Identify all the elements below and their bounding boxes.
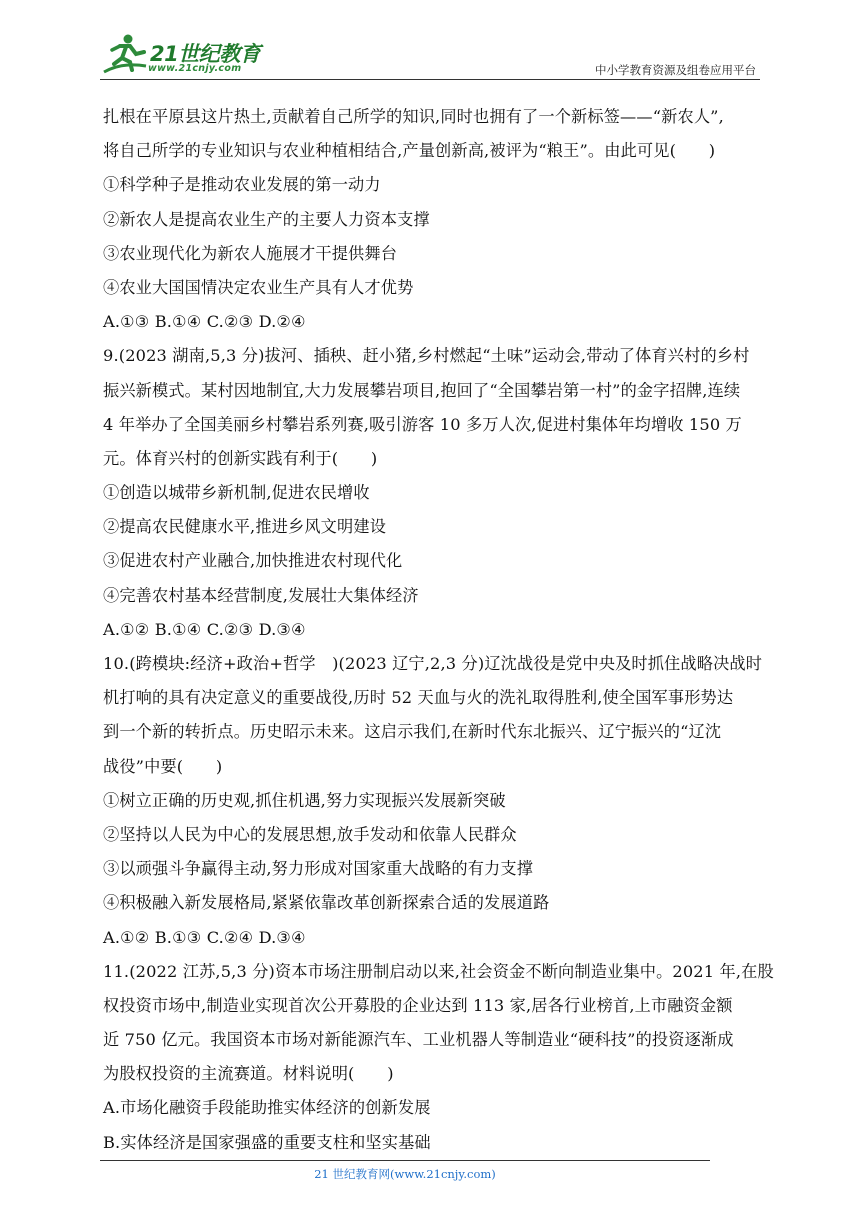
option-line: ②新农人是提高农业生产的主要人力资本支撑 xyxy=(103,209,430,229)
text-line: 为股权投资的主流赛道。材料说明( ) xyxy=(103,1064,394,1084)
platform-name: 中小学教育资源及组卷应用平台 xyxy=(595,63,756,77)
option-line: ①树立正确的历史观,抓住机遇,努力实现振兴发展新突破 xyxy=(103,790,506,810)
option-line: A.市场化融资手段能助推实体经济的创新发展 xyxy=(103,1098,431,1118)
text-line: 机打响的具有决定意义的重要战役,历时 52 天血与火的洗礼取得胜利,使全国军事形势达 xyxy=(103,688,734,708)
header-divider xyxy=(100,79,760,80)
option-line: B.实体经济是国家强盛的重要支柱和坚实基础 xyxy=(103,1132,431,1152)
text-line: 将自己所学的专业知识与农业种植相结合,产量创新高,被评为“粮王”。由此可见( ) xyxy=(103,141,716,161)
option-line: ①创造以城带乡新机制,促进农民增收 xyxy=(103,483,370,503)
document-body xyxy=(103,100,774,1160)
option-line: ④完善农村基本经营制度,发展壮大集体经济 xyxy=(103,585,419,605)
option-line: ③以顽强斗争赢得主动,努力形成对国家重大战略的有力支撑 xyxy=(103,859,534,879)
logo-text: 21世纪教育 xyxy=(150,42,261,66)
option-line: ①科学种子是推动农业发展的第一动力 xyxy=(103,175,381,195)
page-header xyxy=(100,30,760,80)
option-line: ②提高农民健康水平,推进乡风文明建设 xyxy=(103,517,387,537)
site-logo xyxy=(100,30,270,80)
option-line: ④农业大国国情决定农业生产具有人才优势 xyxy=(103,277,414,297)
footer-divider xyxy=(100,1160,710,1161)
answer-choices: A.①② B.①③ C.②④ D.③④ xyxy=(103,927,306,947)
text-line: 振兴新模式。某村因地制宜,大力发展攀岩项目,抱回了“全国攀岩第一村”的金字招牌,连续 xyxy=(103,380,741,400)
logo-url: www.21cnjy.com xyxy=(148,63,242,74)
text-line: 扎根在平原县这片热土,贡献着自己所学的知识,同时也拥有了一个新标签——“新农人”, xyxy=(103,107,724,126)
question-11: 11.(2022 江苏,5,3 分)资本市场注册制启动以来,社会资金不断向制造业集中。2021 年,在股 xyxy=(103,961,774,981)
option-line: ③农业现代化为新农人施展才干提供舞台 xyxy=(103,243,398,263)
answer-choices: A.①③ B.①④ C.②③ D.②④ xyxy=(103,312,306,332)
page-footer: 21 世纪教育网(www.21cnjy.com) xyxy=(314,1167,496,1181)
question-10: 10.(跨模块:经济+政治+哲学 )(2023 辽宁,2,3 分)辽沈战役是党中央及时抓住战略决战时 xyxy=(103,654,763,673)
text-line: 战役”中要( ) xyxy=(103,756,223,776)
runner-logo-icon xyxy=(100,32,152,78)
option-line: ④积极融入新发展格局,紧紧依靠改革创新探索合适的发展道路 xyxy=(103,893,550,913)
option-line: ②坚持以人民为中心的发展思想,放手发动和依靠人民群众 xyxy=(103,824,517,844)
answer-choices: A.①② B.①④ C.②③ D.③④ xyxy=(103,619,306,639)
text-line: 4 年举办了全国美丽乡村攀岩系列赛,吸引游客 10 多万人次,促进村集体年均增收 150 万 xyxy=(103,414,742,434)
option-line: ③促进农村产业融合,加快推进农村现代化 xyxy=(103,551,403,571)
text-line: 权投资市场中,制造业实现首次公开募股的企业达到 113 家,居各行业榜首,上市融资金额 xyxy=(103,995,733,1015)
text-line: 近 750 亿元。我国资本市场对新能源汽车、工业机器人等制造业“硬科技”的投资逐渐成 xyxy=(103,1030,734,1050)
question-9: 9.(2023 湖南,5,3 分)拔河、插秧、赶小猪,乡村燃起“土味”运动会,带动了体育兴村的乡村 xyxy=(103,346,750,366)
text-line: 到一个新的转折点。历史昭示未来。这启示我们,在新时代东北振兴、辽宁振兴的“辽沈 xyxy=(103,722,722,742)
text-line: 元。体育兴村的创新实践有利于( ) xyxy=(103,448,378,468)
